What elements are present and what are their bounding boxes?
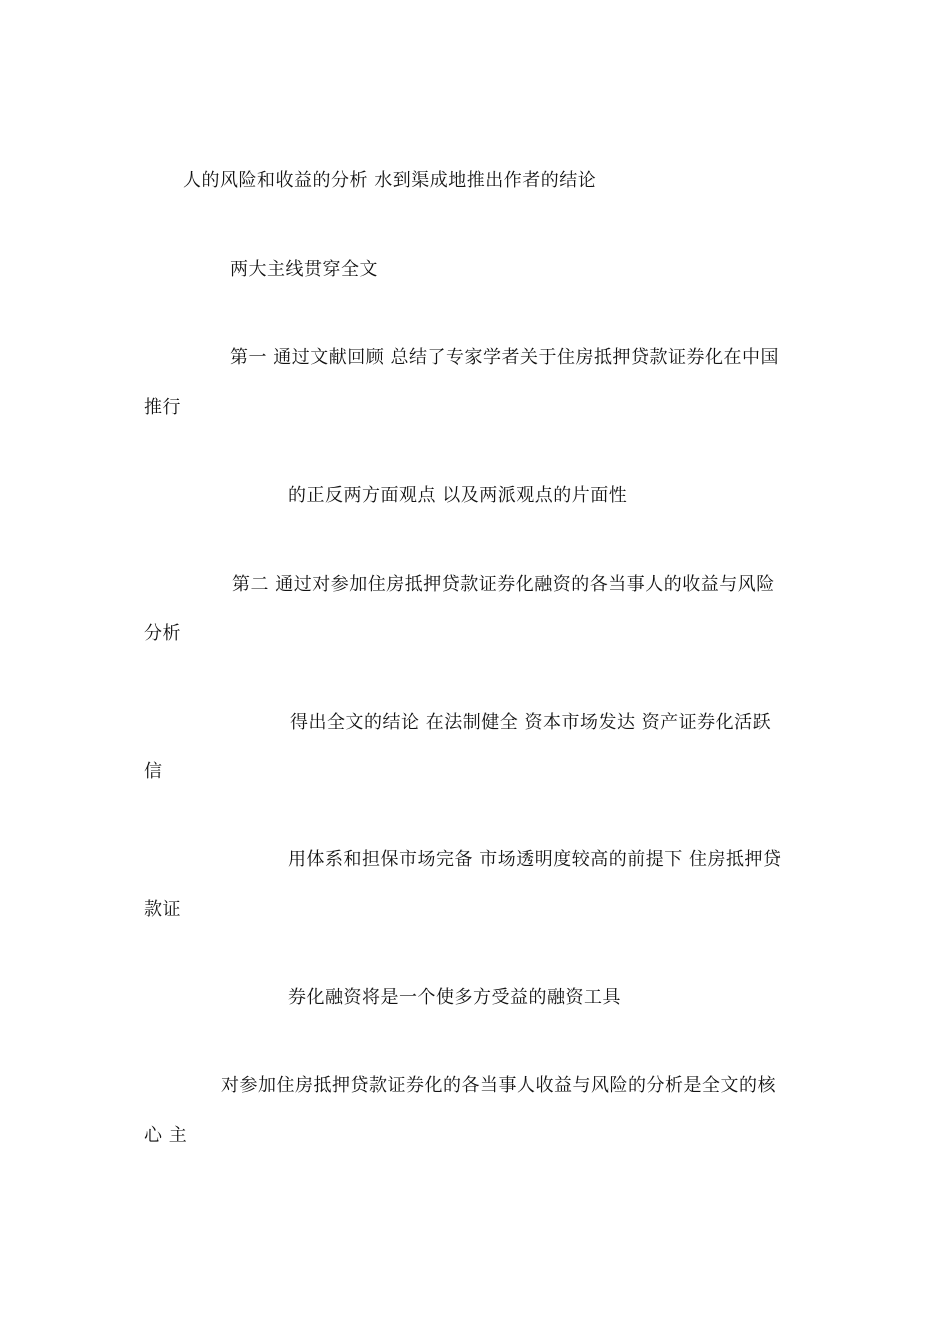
text-line-12: 券化融资将是一个使多方受益的融资工具 <box>288 987 621 1008</box>
text-line-14: 心 主 <box>144 1125 188 1146</box>
text-line-6: 第二 通过对参加住房抵押贷款证券化融资的各当事人的收益与风险 <box>232 574 775 595</box>
text-line-4: 推行 <box>144 397 181 418</box>
text-line-7: 分析 <box>144 623 181 644</box>
text-line-2: 两大主线贯穿全文 <box>230 259 378 280</box>
text-line-8: 得出全文的结论 在法制健全 资本市场发达 资产证券化活跃 <box>290 712 772 733</box>
text-line-13: 对参加住房抵押贷款证券化的各当事人收益与风险的分析是全文的核 <box>221 1075 776 1096</box>
text-line-3: 第一 通过文献回顾 总结了专家学者关于住房抵押贷款证券化在中国 <box>230 347 779 368</box>
text-line-10: 用体系和担保市场完备 市场透明度较高的前提下 住房抵押贷 <box>288 849 782 870</box>
text-line-5: 的正反两方面观点 以及两派观点的片面性 <box>288 485 628 506</box>
text-line-9: 信 <box>144 761 163 782</box>
text-line-11: 款证 <box>144 899 181 920</box>
text-line-1: 人的风险和收益的分析 水到渠成地推出作者的结论 <box>183 170 597 191</box>
